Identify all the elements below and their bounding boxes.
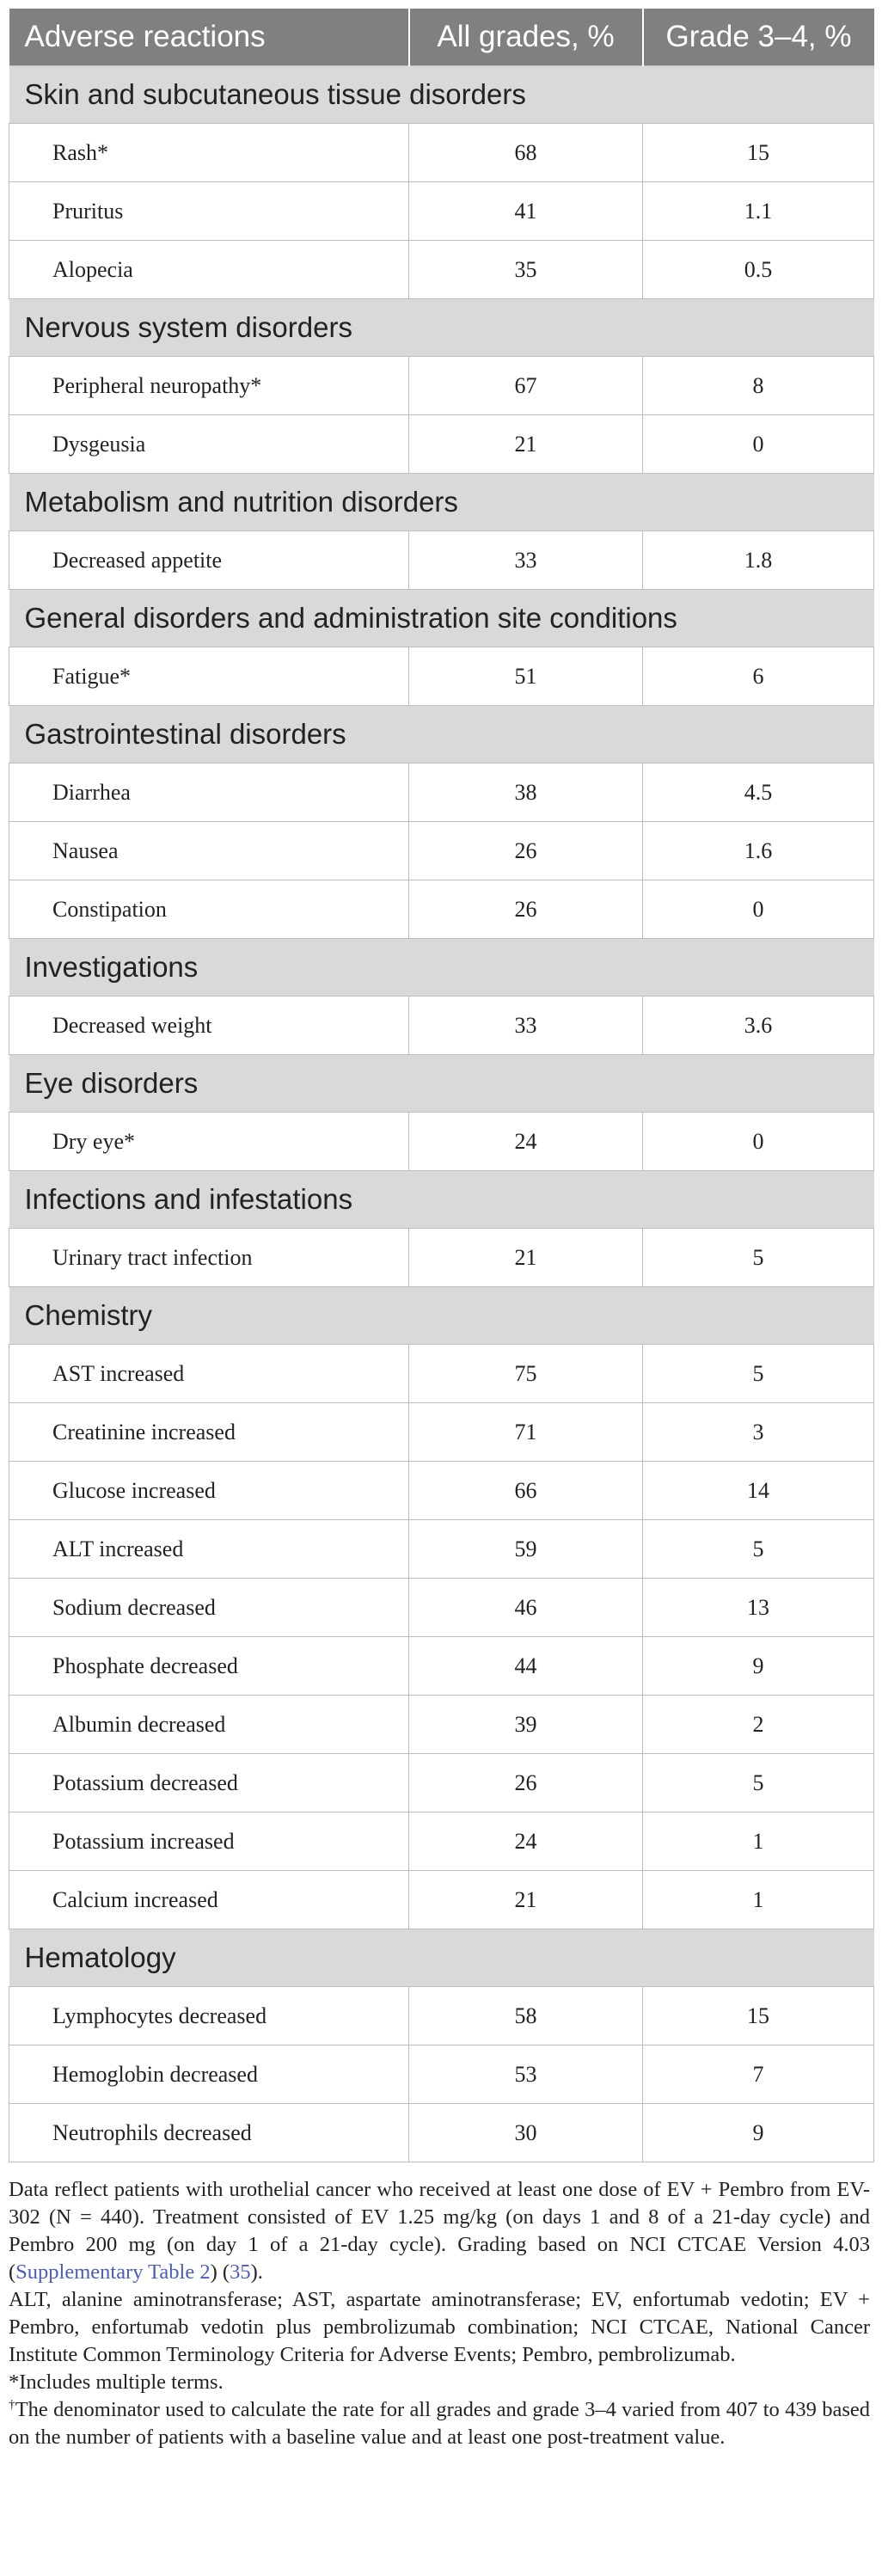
footnote-abbreviations: ALT, alanine aminotransferase; AST, aspartate aminotransferase; EV, enfortumab vedotin; EV + Pembro, enfortumab vedotin plus pembrolizumab combination; NCI CTCAE, National Cancer Institute Common Terminology Criteria for Adverse Events; Pembro, pembrolizumab. (9, 2288, 870, 2366)
reaction-name: Fatigue* (9, 647, 409, 706)
grade-3-4-value: 7 (643, 2045, 874, 2104)
reaction-name: Diarrhea (9, 764, 409, 822)
grade-3-4-value: 0 (643, 1113, 874, 1171)
all-grades-value: 44 (409, 1637, 643, 1696)
table-row (9, 2104, 874, 2162)
header-all-grades: All grades, % (409, 9, 643, 66)
group-row (9, 939, 874, 997)
adverse-reactions-table (9, 9, 874, 2162)
reaction-name: Pruritus (9, 182, 409, 241)
footnote-methods-end: ). (250, 2260, 263, 2284)
all-grades-value: 21 (409, 1871, 643, 1929)
table-row (9, 1345, 874, 1403)
table-row (9, 1696, 874, 1754)
group-row (9, 1287, 874, 1345)
grade-3-4-value: 3 (643, 1403, 874, 1462)
reaction-name: Hemoglobin decreased (9, 2045, 409, 2104)
group-title: Chemistry (9, 1287, 874, 1345)
grade-3-4-value: 9 (643, 1637, 874, 1696)
group-title: Eye disorders (9, 1055, 874, 1113)
reaction-name: Peripheral neuropathy* (9, 357, 409, 415)
grade-3-4-value: 14 (643, 1462, 874, 1520)
reaction-name: Rash* (9, 124, 409, 182)
table-row (9, 1229, 874, 1287)
group-title: Metabolism and nutrition disorders (9, 474, 874, 531)
grade-3-4-value: 1 (643, 1812, 874, 1871)
grade-3-4-value: 1.1 (643, 182, 874, 241)
all-grades-value: 21 (409, 1229, 643, 1287)
table-row (9, 2045, 874, 2104)
grade-3-4-value: 0.5 (643, 241, 874, 299)
reaction-name: ALT increased (9, 1520, 409, 1579)
reaction-name: Urinary tract infection (9, 1229, 409, 1287)
grade-3-4-value: 5 (643, 1520, 874, 1579)
group-row (9, 1055, 874, 1113)
header-row (9, 9, 874, 66)
footnote-methods (9, 2176, 870, 2286)
table-row (9, 647, 874, 706)
table-row (9, 1462, 874, 1520)
grade-3-4-value: 6 (643, 647, 874, 706)
all-grades-value: 66 (409, 1462, 643, 1520)
all-grades-value: 26 (409, 822, 643, 880)
reaction-name: Neutrophils decreased (9, 2104, 409, 2162)
grade-3-4-value: 9 (643, 2104, 874, 2162)
all-grades-value: 39 (409, 1696, 643, 1754)
all-grades-value: 26 (409, 1754, 643, 1812)
table-container (9, 9, 873, 2451)
table-row (9, 124, 874, 182)
group-title: Nervous system disorders (9, 299, 874, 357)
grade-3-4-value: 8 (643, 357, 874, 415)
all-grades-value: 38 (409, 764, 643, 822)
all-grades-value: 51 (409, 647, 643, 706)
table-row (9, 182, 874, 241)
reaction-name: Decreased appetite (9, 531, 409, 590)
group-row (9, 1171, 874, 1229)
header-grade-3-4: Grade 3–4, % (643, 9, 874, 66)
group-title: Hematology (9, 1929, 874, 1987)
footnote-methods-text: Data reflect patients with urothelial cancer who received at least one dose of EV + Pembro from EV-302 (N = 440). Treatment consisted of EV 1.25 mg/kg (on days 1 and 8 of a 21-day cycle) and Pembro 200 mg (on day 1 of a 21-day cycle). Grading based on NCI CTCAE Version 4.03 ( (9, 2178, 870, 2284)
table-row (9, 997, 874, 1055)
table-footnotes (9, 2176, 873, 2451)
reference-35-link[interactable]: 35 (230, 2260, 251, 2284)
reaction-name: Decreased weight (9, 997, 409, 1055)
grade-3-4-value: 5 (643, 1345, 874, 1403)
grade-3-4-value: 5 (643, 1754, 874, 1812)
reaction-name: Albumin decreased (9, 1696, 409, 1754)
all-grades-value: 26 (409, 880, 643, 939)
table-row (9, 1871, 874, 1929)
reaction-name: Constipation (9, 880, 409, 939)
all-grades-value: 24 (409, 1812, 643, 1871)
table-row (9, 241, 874, 299)
grade-3-4-value: 1.8 (643, 531, 874, 590)
table-row (9, 1754, 874, 1812)
grade-3-4-value: 0 (643, 880, 874, 939)
group-title: Infections and infestations (9, 1171, 874, 1229)
all-grades-value: 24 (409, 1113, 643, 1171)
all-grades-value: 59 (409, 1520, 643, 1579)
dagger-symbol: † (9, 2397, 15, 2412)
reaction-name: Dysgeusia (9, 415, 409, 474)
all-grades-value: 35 (409, 241, 643, 299)
footnote-dagger (9, 2396, 870, 2451)
reaction-name: Lymphocytes decreased (9, 1987, 409, 2045)
table-row (9, 1403, 874, 1462)
grade-3-4-value: 0 (643, 415, 874, 474)
reaction-name: Potassium increased (9, 1812, 409, 1871)
table-row (9, 1113, 874, 1171)
grade-3-4-value: 13 (643, 1579, 874, 1637)
all-grades-value: 71 (409, 1403, 643, 1462)
footnote-dagger-text: The denominator used to calculate the rate for all grades and grade 3–4 varied from 407 to 439 based on the number of patients with a baseline value and at least one post-treatment value. (9, 2398, 871, 2449)
grade-3-4-value: 1.6 (643, 822, 874, 880)
grade-3-4-value: 5 (643, 1229, 874, 1287)
table-row (9, 357, 874, 415)
all-grades-value: 21 (409, 415, 643, 474)
reaction-name: Sodium decreased (9, 1579, 409, 1637)
reaction-name: Creatinine increased (9, 1403, 409, 1462)
all-grades-value: 41 (409, 182, 643, 241)
all-grades-value: 33 (409, 531, 643, 590)
table-row (9, 1579, 874, 1637)
reaction-name: Glucose increased (9, 1462, 409, 1520)
group-title: Gastrointestinal disorders (9, 706, 874, 764)
table-row (9, 1520, 874, 1579)
group-row (9, 1929, 874, 1987)
grade-3-4-value: 15 (643, 124, 874, 182)
table-row (9, 822, 874, 880)
all-grades-value: 75 (409, 1345, 643, 1403)
all-grades-value: 68 (409, 124, 643, 182)
grade-3-4-value: 2 (643, 1696, 874, 1754)
table-row (9, 880, 874, 939)
group-row (9, 706, 874, 764)
grade-3-4-value: 1 (643, 1871, 874, 1929)
reaction-name: Alopecia (9, 241, 409, 299)
group-row (9, 66, 874, 124)
header-adverse-reactions: Adverse reactions (9, 9, 409, 66)
table-row (9, 1812, 874, 1871)
all-grades-value: 53 (409, 2045, 643, 2104)
reaction-name: Phosphate decreased (9, 1637, 409, 1696)
group-title: Investigations (9, 939, 874, 997)
all-grades-value: 33 (409, 997, 643, 1055)
reaction-name: Potassium decreased (9, 1754, 409, 1812)
footnote-asterisk: *Includes multiple terms. (9, 2371, 224, 2394)
reaction-name: AST increased (9, 1345, 409, 1403)
group-row (9, 299, 874, 357)
group-row (9, 590, 874, 647)
reaction-name: Nausea (9, 822, 409, 880)
supplementary-table-link[interactable]: Supplementary Table 2 (15, 2260, 211, 2284)
all-grades-value: 30 (409, 2104, 643, 2162)
group-title: Skin and subcutaneous tissue disorders (9, 66, 874, 124)
grade-3-4-value: 15 (643, 1987, 874, 2045)
reaction-name: Dry eye* (9, 1113, 409, 1171)
reaction-name: Calcium increased (9, 1871, 409, 1929)
table-row (9, 764, 874, 822)
group-title: General disorders and administration site conditions (9, 590, 874, 647)
table-row (9, 1637, 874, 1696)
grade-3-4-value: 3.6 (643, 997, 874, 1055)
all-grades-value: 67 (409, 357, 643, 415)
table-body (9, 66, 874, 2162)
grade-3-4-value: 4.5 (643, 764, 874, 822)
all-grades-value: 58 (409, 1987, 643, 2045)
table-row (9, 415, 874, 474)
footnote-methods-mid: ) ( (210, 2260, 230, 2284)
group-row (9, 474, 874, 531)
table-row (9, 1987, 874, 2045)
table-row (9, 531, 874, 590)
all-grades-value: 46 (409, 1579, 643, 1637)
